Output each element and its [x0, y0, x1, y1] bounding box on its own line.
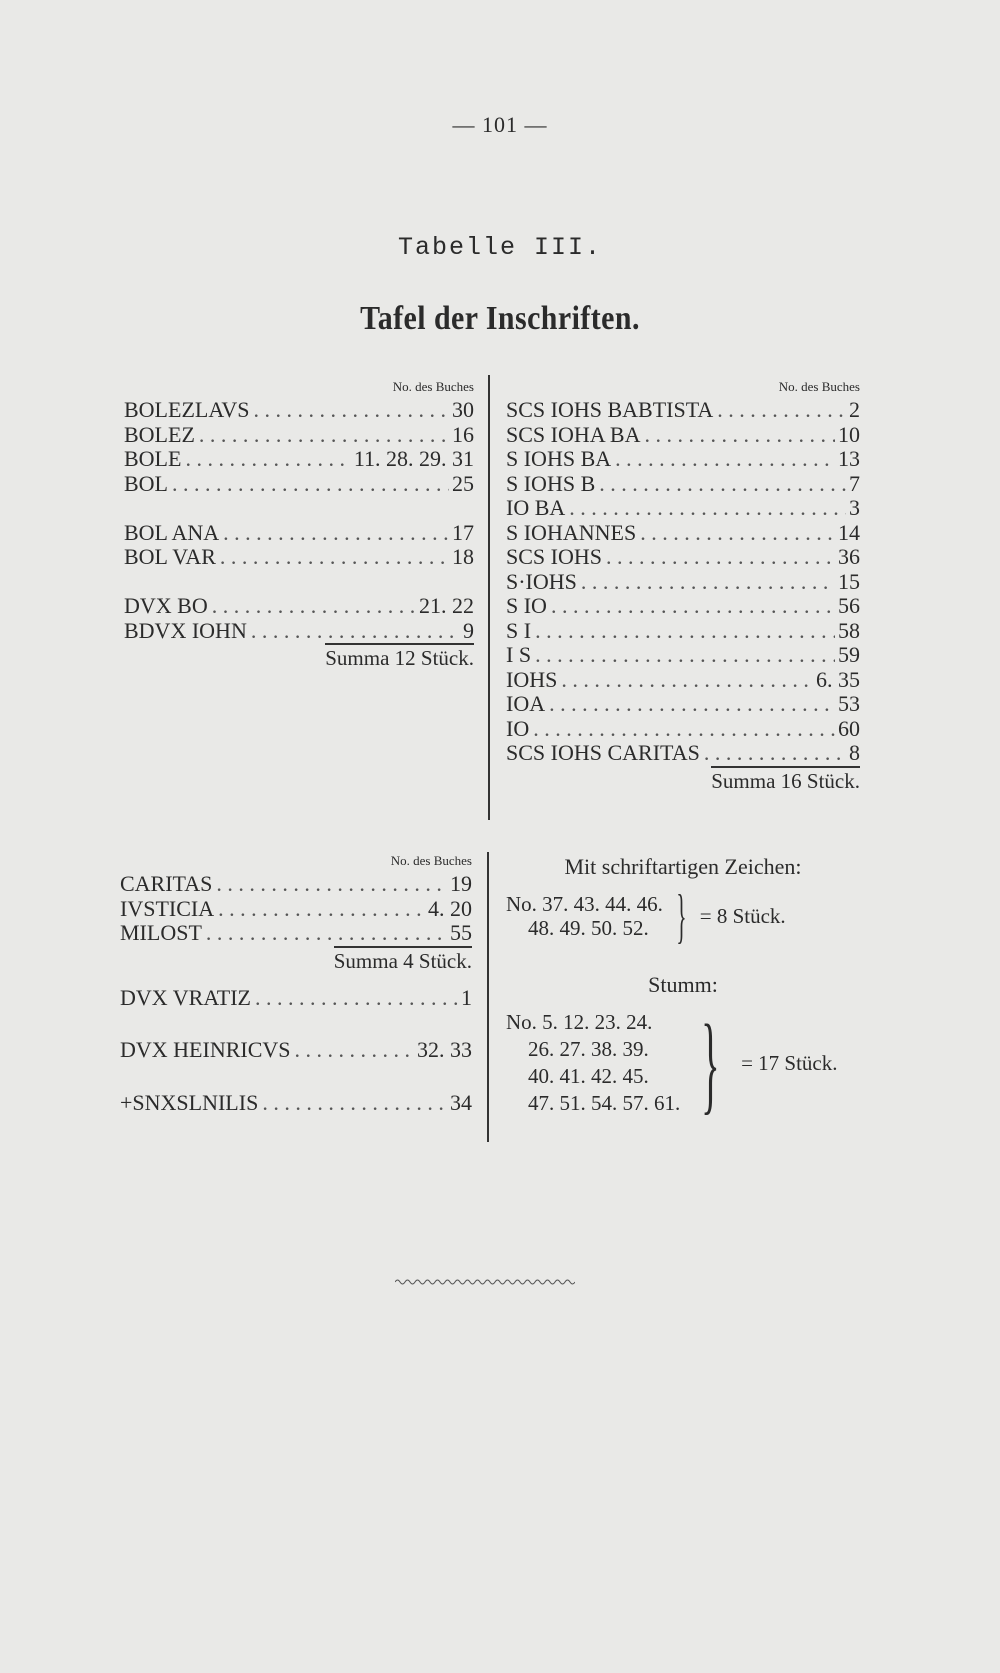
table-label: Tabelle III. — [397, 233, 603, 262]
list-item — [506, 717, 860, 742]
book-number: 58 — [838, 617, 860, 643]
book-number: 13 — [838, 446, 860, 471]
list-item — [124, 619, 474, 644]
inscription-text: SCS IOHS — [506, 544, 602, 569]
left-top-column — [124, 376, 474, 669]
inscription-text: BOL VAR — [124, 544, 216, 569]
number-lines: No. 37. 43. 44. 46. 48. 49. 50. 52. — [506, 892, 663, 940]
dot-leader — [565, 496, 846, 521]
list-item — [124, 398, 474, 423]
list-item — [124, 423, 474, 448]
inscription-text: IO BA — [506, 495, 566, 520]
dot-leader — [700, 741, 846, 766]
book-number: 10 — [838, 421, 860, 447]
dot-leader — [636, 521, 835, 546]
list-item — [124, 447, 474, 472]
inscription-text: MILOST — [120, 920, 202, 945]
inscription-text: IO — [506, 715, 530, 741]
inscription-text: SCS IOHS CARITAS — [506, 740, 700, 765]
list-item — [120, 1038, 472, 1063]
dot-leader — [577, 570, 835, 595]
dot-leader — [219, 521, 449, 546]
list-item — [124, 521, 474, 546]
list-item — [506, 741, 860, 766]
book-number: 56 — [838, 593, 860, 618]
dot-leader — [531, 643, 835, 668]
list-item — [506, 496, 860, 521]
section-heading: Mit schriftartigen Zeichen: — [564, 854, 802, 879]
dot-leader — [208, 594, 416, 619]
book-number: 19 — [450, 871, 472, 896]
dot-leader — [713, 398, 846, 423]
list-item — [506, 398, 860, 423]
list-item — [506, 521, 860, 546]
dot-leader — [202, 921, 447, 946]
group-total: = 8 Stück. — [699, 903, 786, 928]
inscription-text: BOLEZLAVS — [124, 397, 250, 422]
dot-leader — [212, 872, 447, 897]
list-item — [506, 668, 860, 693]
inscription-list — [506, 398, 860, 766]
dot-leader — [291, 1038, 415, 1063]
dot-leader — [251, 986, 458, 1011]
book-number: 55 — [450, 920, 472, 945]
book-number: 15 — [838, 568, 860, 594]
book-number: 36 — [838, 544, 860, 569]
inscription-text: BDVX IOHN — [124, 617, 247, 643]
brace-icon: } — [701, 1002, 720, 1124]
inscription-text: S I — [506, 617, 532, 643]
book-number: 11. 28. 29. 31 — [353, 446, 474, 471]
list-item — [506, 619, 860, 644]
inscription-text: +SNXSLNILIS — [120, 1089, 259, 1115]
number-lines: No. 5. 12. 23. 24. 26. 27. 38. 39. 40. 41. 42. 45. 47. 51. 54. 57. 61. — [506, 1010, 681, 1115]
inscription-text: S IO — [506, 593, 547, 618]
book-number: 25 — [452, 470, 474, 496]
book-number: 18 — [452, 544, 474, 569]
number-group — [506, 883, 860, 949]
book-number: 4. 20 — [428, 895, 472, 921]
list-item — [506, 423, 860, 448]
book-number: 6. 35 — [816, 666, 860, 692]
inscription-text: DVX VRATIZ — [120, 984, 251, 1010]
book-number: 7 — [849, 470, 860, 496]
book-number: 9 — [463, 617, 474, 643]
inscription-text: DVX BO — [124, 593, 208, 618]
book-number: 16 — [452, 421, 474, 447]
column-divider — [487, 852, 489, 1142]
inscription-text: SCS IOHA BA — [506, 421, 641, 447]
list-item — [120, 986, 472, 1011]
inscription-text: BOLEZ — [124, 421, 195, 447]
book-number: 32. 33 — [417, 1037, 472, 1062]
dot-leader — [181, 447, 350, 472]
dot-leader — [557, 668, 813, 693]
book-number: 30 — [452, 397, 474, 422]
book-number: 14 — [838, 519, 860, 545]
inscription-text: SCS IOHS BABTISTA — [506, 397, 714, 422]
list-item — [506, 545, 860, 570]
book-number: 60 — [838, 715, 860, 741]
inscription-text: BOL ANA — [124, 519, 220, 545]
inscription-text: S·IOHS — [506, 568, 577, 594]
column-header: No. des Buches — [390, 853, 472, 868]
list-item — [120, 872, 472, 897]
group-total: = 17 Stück. — [741, 1050, 838, 1075]
right-top-column — [506, 376, 860, 792]
inscription-text: BOLE — [124, 446, 182, 471]
dot-leader — [545, 692, 835, 717]
decorative-rule — [395, 1278, 575, 1286]
inscription-list — [120, 872, 472, 946]
inscription-text: IVSTICIA — [120, 895, 215, 921]
book-number: 53 — [838, 691, 860, 716]
book-number: 8 — [849, 740, 860, 765]
inscription-text: S IOHS B — [506, 470, 596, 496]
summa-total: Summa 16 Stück. — [506, 766, 860, 792]
list-item — [120, 921, 472, 946]
list-item — [506, 594, 860, 619]
summa-total: Summa 12 Stück. — [124, 643, 474, 669]
blank-line — [124, 496, 474, 521]
dot-leader — [531, 619, 835, 644]
inscription-text: S IOHS BA — [506, 446, 612, 471]
list-item — [506, 447, 860, 472]
list-item — [120, 897, 472, 922]
inscription-text: I S — [506, 642, 532, 667]
column-divider — [488, 375, 490, 820]
page-title: Tafel der Inschriften. — [360, 300, 640, 337]
dot-leader — [547, 594, 835, 619]
book-number: 3 — [849, 495, 860, 520]
book-number: 59 — [838, 642, 860, 667]
dot-leader — [611, 447, 835, 472]
inscription-text: CARITAS — [120, 871, 213, 896]
dot-leader — [529, 717, 835, 742]
book-number: 2 — [849, 397, 860, 422]
brace-icon: } — [676, 883, 687, 949]
dot-leader — [250, 398, 450, 423]
list-item — [506, 570, 860, 595]
right-bottom-column — [506, 852, 860, 1124]
book-number: 21. 22 — [419, 593, 474, 618]
inscription-list — [124, 398, 474, 643]
dot-leader — [195, 423, 449, 448]
dot-leader — [216, 545, 449, 570]
list-item — [506, 692, 860, 717]
dot-leader — [258, 1091, 447, 1116]
blank-line — [124, 570, 474, 595]
page-number: — 101 — — [452, 112, 548, 137]
list-item — [124, 545, 474, 570]
dot-leader — [640, 423, 835, 448]
number-group — [506, 1002, 860, 1124]
inscription-text: DVX HEINRICVS — [120, 1037, 291, 1062]
dot-leader — [168, 472, 449, 497]
left-bottom-column — [120, 850, 472, 1143]
dot-leader — [247, 619, 460, 644]
list-item — [506, 643, 860, 668]
dot-leader — [602, 545, 835, 570]
column-header: No. des Buches — [778, 379, 860, 394]
book-number: 1 — [461, 984, 472, 1010]
section-heading: Stumm: — [648, 972, 718, 997]
inscription-text: BOL — [124, 470, 168, 496]
book-number: 17 — [452, 519, 474, 545]
inscription-list-extra — [120, 986, 472, 1116]
inscription-text: IOHS — [506, 666, 558, 692]
list-item — [124, 472, 474, 497]
summa-total: Summa 4 Stück. — [120, 946, 472, 972]
inscription-text: IOA — [506, 691, 546, 716]
dot-leader — [214, 897, 425, 922]
column-header: No. des Buches — [392, 379, 474, 394]
dot-leader — [595, 472, 846, 497]
inscription-text: S IOHANNES — [506, 519, 637, 545]
book-number: 34 — [450, 1089, 472, 1115]
list-item — [506, 472, 860, 497]
list-item — [124, 594, 474, 619]
list-item — [120, 1091, 472, 1116]
